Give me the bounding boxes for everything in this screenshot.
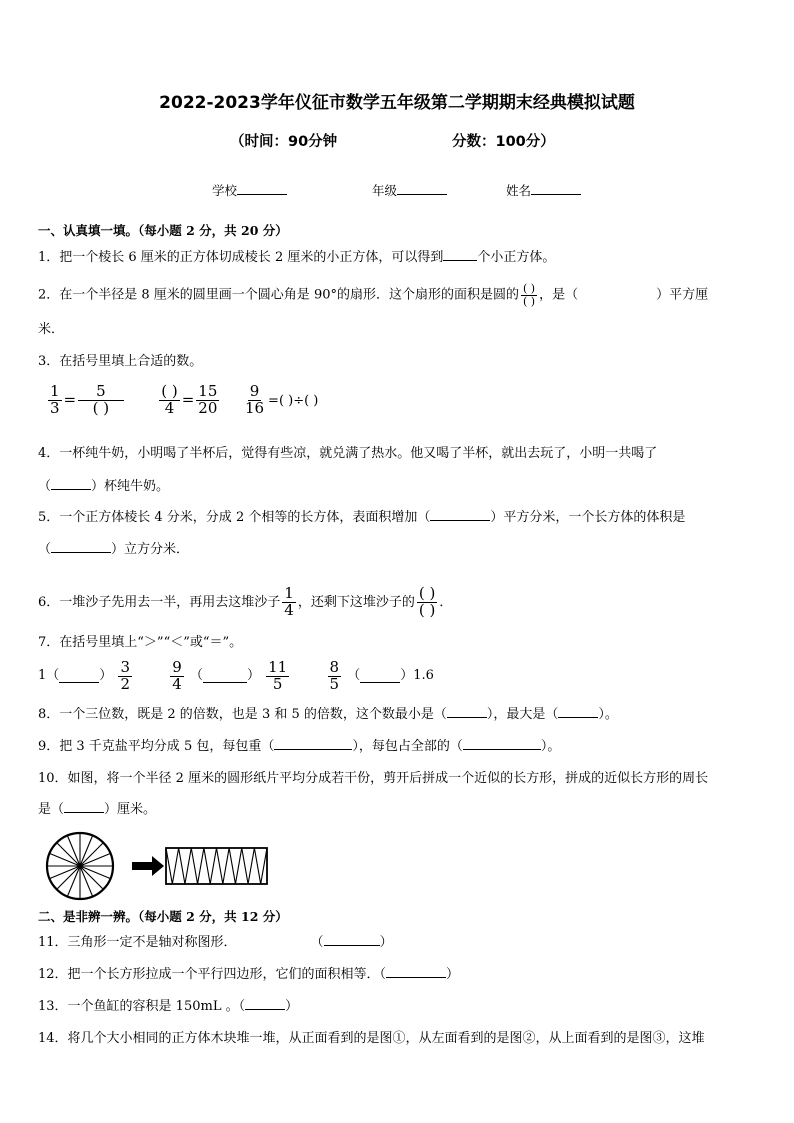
- q7-f4-num: 8: [329, 658, 340, 676]
- q9-text-mid: ），每包占全部的（: [352, 739, 463, 754]
- q7-frac-2: [170, 660, 184, 693]
- q7-f4-den: 5: [329, 674, 340, 693]
- q2-text: 2．在一个半径是 8 厘米的圆里画一个圆心角是 90°的扇形．这个扇形的面积是圆的: [38, 287, 519, 303]
- q5-blank-2[interactable]: [51, 540, 111, 553]
- q3-f3-num: ( ): [161, 382, 178, 400]
- q12-text: 12．把一个长方形拉成一个平行四边形，它们的面积相等．（: [38, 967, 387, 982]
- q3-frac-4: [196, 384, 219, 417]
- q2-fraction[interactable]: [521, 283, 537, 307]
- question-3-equations: [46, 384, 318, 417]
- q6-text-mid: ，还剩下这堆沙子的: [297, 594, 415, 610]
- q4-open: （: [38, 479, 52, 494]
- q7-blank-1[interactable]: [59, 670, 99, 683]
- exam-score: 分数：100分）: [452, 134, 555, 150]
- q5-text-mid: ）平方分米，一个长方体的体积是: [490, 510, 686, 525]
- exam-time: （时间：90分钟: [230, 134, 338, 150]
- q7-frac-1: [118, 660, 132, 693]
- q3-frac-3[interactable]: [159, 384, 179, 417]
- q6-g-num: ( ): [418, 584, 436, 602]
- q9-blank-2[interactable]: [463, 737, 541, 750]
- q3-eq-1: =: [63, 390, 77, 409]
- q12-close: ）: [446, 967, 460, 982]
- q10-blank[interactable]: [64, 800, 104, 813]
- q8-text-end: ）。: [598, 707, 618, 722]
- question-7-comparisons: [38, 660, 434, 693]
- grade-blank[interactable]: [397, 182, 447, 195]
- q10-figure: [44, 830, 274, 902]
- q5-blank-1[interactable]: [430, 508, 490, 521]
- q7-f2-num: 9: [172, 658, 182, 676]
- q1-text: 1．把一个棱长 6 厘米的正方体切成棱长 2 厘米的小正方体，可以得到: [38, 250, 444, 265]
- question-10: 10．如图，将一个半径 2 厘米的圆形纸片平均分成若干份，剪开后拼成一个近似的长方形，拼成的近似长方形的周长: [38, 771, 709, 786]
- q11-blank[interactable]: [324, 933, 380, 946]
- question-2: [38, 283, 708, 307]
- q4-blank[interactable]: [51, 477, 91, 490]
- q8-blank-1[interactable]: [447, 705, 487, 718]
- section1-heading: 一、认真填一填。（每小题 2 分，共 20 分）: [38, 223, 288, 238]
- q7-close-2: ）: [246, 668, 260, 684]
- question-1: [38, 248, 555, 268]
- q7-f3-den: 5: [272, 674, 283, 693]
- q4-text-end: ）杯纯牛奶。: [91, 479, 170, 494]
- grade-label: 年级: [372, 183, 398, 198]
- question-5-cont: [38, 540, 189, 560]
- arrow-right-icon: [132, 856, 164, 876]
- q5-text: 5．一个正方体棱长 4 分米，分成 2 个相等的长方体，表面积增加（: [38, 510, 431, 525]
- q13-close: ）: [285, 999, 299, 1014]
- q7-frac-4: [328, 660, 342, 693]
- q7-f1-num: 3: [120, 658, 130, 676]
- q6-text: 6．一堆沙子先用去一半，再用去这堆沙子: [38, 594, 281, 610]
- section2-heading: 二、是非辨一辨。（每小题 2 分，共 12 分）: [38, 909, 288, 924]
- question-10-cont: [38, 800, 156, 820]
- question-14: 14．将几个大小相同的正方体木块堆一堆，从正面看到的是图①，从左面看到的是图②，从上面看到的是图③，这堆: [38, 1031, 705, 1046]
- q13-text: 13．一个鱼缸的容积是 150mL 。（: [38, 999, 246, 1014]
- school-blank[interactable]: [237, 182, 287, 195]
- q7-one: 1（: [38, 668, 60, 684]
- q9-text-end: ）。: [540, 739, 561, 754]
- question-3: 3．在括号里填上合适的数。: [38, 354, 203, 369]
- q5-open: （: [38, 542, 52, 557]
- q3-f5-num: 9: [249, 382, 260, 400]
- q3-frac-5: [243, 384, 266, 417]
- q10-open: 是（: [38, 802, 65, 817]
- q3-f4-num: 15: [198, 382, 218, 400]
- q7-close-3: ）1.6: [400, 668, 434, 684]
- question-11: [38, 933, 393, 953]
- q6-answer-fraction[interactable]: [417, 586, 437, 619]
- q13-blank[interactable]: [245, 997, 285, 1010]
- q3-frac-1: [48, 384, 62, 417]
- q7-f3-num: 11: [268, 658, 288, 676]
- question-4-cont: [38, 477, 169, 497]
- name-field: [506, 181, 581, 199]
- q11-text: 11．三角形一定不是轴对称图形．: [38, 935, 237, 950]
- divided-circle: [47, 833, 113, 899]
- q8-text: 8．一个三位数，既是 2 的倍数，也是 3 和 5 的倍数，这个数最小是（: [38, 707, 447, 722]
- q6-f-num: 1: [284, 584, 294, 602]
- q3-f1-den: 3: [50, 398, 60, 417]
- q6-f-den: 4: [284, 600, 294, 619]
- question-7: 7．在括号里填上“＞”“＜”或“＝”。: [38, 635, 243, 650]
- q6-frac-1: [282, 586, 296, 619]
- q11-open: （: [310, 935, 324, 950]
- q7-blank-3[interactable]: [360, 670, 400, 683]
- q9-text: 9．把 3 千克盐平均分成 5 包，每包重（: [38, 739, 275, 754]
- q3-f4-den: 20: [198, 398, 218, 417]
- q7-f1-den: 2: [120, 674, 130, 693]
- q2-frac-den: ( ): [522, 294, 536, 308]
- q2-text-mid: ，是（: [539, 287, 579, 303]
- q3-f2-den: ( ): [92, 398, 110, 417]
- q8-blank-2[interactable]: [558, 705, 598, 718]
- q6-text-end: ．: [439, 594, 453, 610]
- name-blank[interactable]: [531, 182, 581, 195]
- q7-frac-3: [266, 660, 289, 693]
- q7-open-2: （: [189, 668, 203, 684]
- circle-spoke: [80, 843, 103, 866]
- q3-f3-den: 4: [164, 398, 175, 417]
- q7-blank-2[interactable]: [203, 670, 247, 683]
- page-title: 2022-2023学年仪征市数学五年级第二学期期末经典模拟试题: [159, 93, 635, 113]
- q7-f2-den: 4: [172, 674, 182, 693]
- name-label: 姓名: [506, 183, 532, 198]
- q5-text-end: ）立方分米．: [111, 542, 190, 557]
- question-13: [38, 997, 298, 1017]
- q1-text-end: 个小正方体。: [477, 250, 556, 265]
- q3-f5-den: 16: [244, 398, 265, 417]
- question-2-cont: 米．: [38, 322, 65, 337]
- q10-text-end: ）厘米。: [104, 802, 157, 817]
- q3-f2-num: 5: [78, 384, 124, 401]
- question-9: [38, 737, 560, 757]
- q9-blank-1[interactable]: [274, 737, 352, 750]
- q3-division-blanks[interactable]: =( )÷( ): [268, 393, 319, 409]
- q8-text-mid: ），最大是（: [486, 707, 559, 722]
- question-12: [38, 965, 459, 985]
- q3-frac-2[interactable]: [78, 384, 124, 417]
- approximate-rectangle: [166, 848, 267, 884]
- q7-close-1: ）: [99, 668, 113, 684]
- q3-f1-num: 1: [50, 382, 60, 400]
- grade-field: [372, 181, 447, 199]
- school-label: 学校: [212, 183, 238, 198]
- circle-spoke: [80, 866, 103, 889]
- question-5: [38, 508, 685, 528]
- school-field: [212, 181, 287, 199]
- question-6: [38, 586, 452, 619]
- q1-blank[interactable]: [443, 248, 477, 261]
- q2-text-end: ）平方厘: [656, 287, 709, 303]
- q7-open-3: （: [347, 668, 361, 684]
- circle-spoke: [57, 843, 80, 866]
- q2-frac-num: ( ): [522, 282, 536, 295]
- q11-close: ）: [379, 935, 393, 950]
- q3-eq-2: =: [181, 390, 195, 409]
- q6-g-den: ( ): [418, 600, 436, 619]
- circle-spoke: [57, 866, 80, 889]
- question-4: 4．一杯纯牛奶，小明喝了半杯后，觉得有些凉，就兑满了热水。他又喝了半杯，就出去玩了，小明一共喝了: [38, 446, 658, 461]
- q12-blank[interactable]: [386, 965, 446, 978]
- question-8: [38, 705, 618, 725]
